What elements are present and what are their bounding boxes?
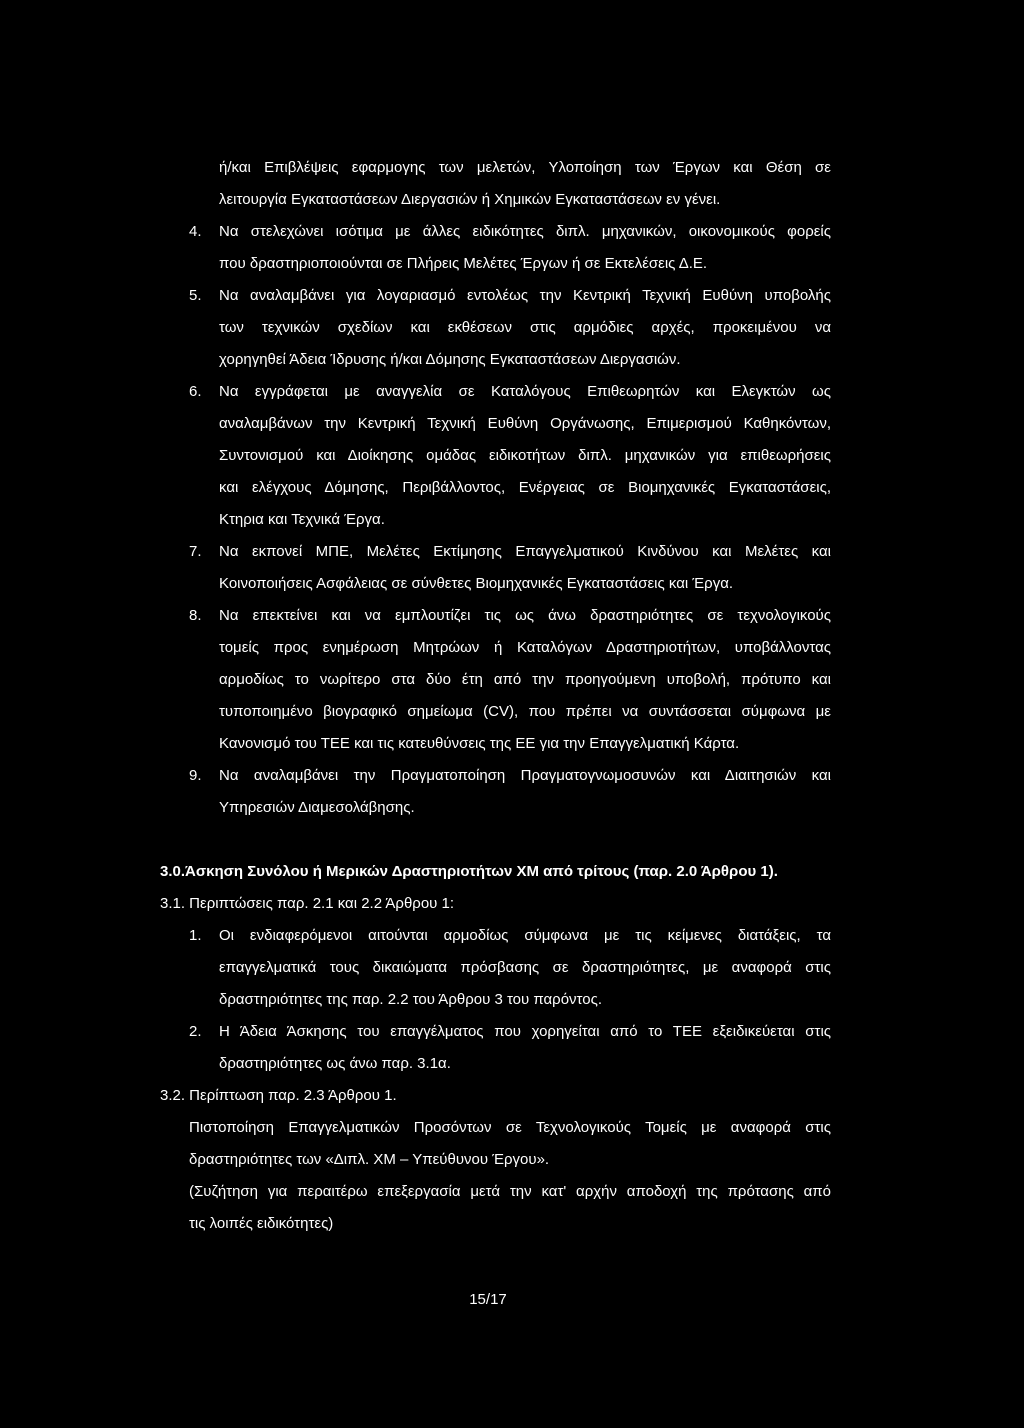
text-line: Κανονισμό του ΤΕΕ και τις κατευθύνσεις της ΕΕ για την Επαγγελματική Κάρτα. bbox=[219, 735, 740, 752]
list-number: 5. bbox=[189, 287, 202, 304]
text-line: Να αναλαμβάνει την Πραγματοποίηση Πραγματογνωμοσυνών και Διαιτησιών και bbox=[219, 767, 831, 784]
section-heading: 3.0.Άσκηση Συνόλου ή Μερικών Δραστηριοτήτων ΧΜ από τρίτους (παρ. 2.0 Άρθρου 1). bbox=[160, 863, 778, 880]
text-line: ή/και Επιβλέψεις εφαρμογης των μελετών, Υλοποίηση των Έργων και Θέση σε bbox=[219, 159, 831, 176]
list-number: 9. bbox=[189, 767, 202, 784]
text-line: και ελέγχους Δόμησης, Περιβάλλοντος, Ενέργειας σε Βιομηχανικές Εγκαταστάσεις, bbox=[219, 479, 831, 496]
text-line: Οι ενδιαφερόμενοι αιτούνται αρμοδίως σύμφωνα με τις κείμενες διατάξεις, τα bbox=[219, 927, 831, 944]
text-line: λειτουργία Εγκαταστάσεων Διεργασιών ή Χημικών Εγκαταστάσεων εν γένει. bbox=[219, 191, 721, 208]
text-line: Να στελεχώνει ισότιμα με άλλες ειδικότητες διπλ. μηχανικών, οικονομικούς φορείς bbox=[219, 223, 831, 240]
list-number: 6. bbox=[189, 383, 202, 400]
text-line: τομείς προς ενημέρωση Μητρώων ή Καταλόγων Δραστηριοτήτων, υποβάλλοντας bbox=[219, 639, 831, 656]
text-line: χορηγηθεί Άδεια Ίδρυσης ή/και Δόμησης Εγκαταστάσεων Διεργασιών. bbox=[219, 351, 681, 368]
text-line: των τεχνικών σχεδίων και εκθέσεων στις αρμόδιες αρχές, προκειμένου να bbox=[219, 319, 831, 336]
list-number: 2. bbox=[189, 1023, 202, 1040]
text-line: Να αναλαμβάνει για λογαριασμό εντολέως την Κεντρική Τεχνική Ευθύνη υποβολής bbox=[219, 287, 831, 304]
text-line: επαγγελματικά τους δικαιώματα πρόσβασης σε δραστηριότητες, με αναφορά στις bbox=[219, 959, 831, 976]
page-number: 15/17 bbox=[469, 1291, 507, 1308]
text-line: Συντονισμού και Διοίκησης ομάδας ειδικοτήτων διπλ. μηχανικών για επιθεωρήσεις bbox=[219, 447, 831, 464]
text-line: τυποποιημένο βιογραφικό σημείωμα (CV), που πρέπει να συντάσσεται σύμφωνα με bbox=[219, 703, 831, 720]
text-line: αναλαμβάνων την Κεντρική Τεχνική Ευθύνη Οργάνωσης, Επιμερισμού Καθηκόντων, bbox=[219, 415, 831, 432]
text-line: Η Άδεια Άσκησης του επαγγέλματος που χορηγείται από το ΤΕΕ εξειδικεύεται στις bbox=[219, 1023, 831, 1040]
text-line: Πιστοποίηση Επαγγελματικών Προσόντων σε Τεχνολογικούς Τομείς με αναφορά στις bbox=[189, 1119, 831, 1136]
text-line: δραστηριότητες της παρ. 2.2 του Άρθρου 3 του παρόντος. bbox=[219, 991, 603, 1008]
text-line: που δραστηριοποιούνται σε Πλήρεις Μελέτες Έργων ή σε Εκτελέσεις Δ.Ε. bbox=[219, 255, 708, 272]
text-line: Κτηρια και Τεχνικά Έργα. bbox=[219, 511, 385, 528]
text-line: (Συζήτηση για περαιτέρω επεξεργασία μετά την κατ' αρχήν αποδοχή της πρότασης από bbox=[189, 1183, 831, 1200]
list-number: 8. bbox=[189, 607, 202, 624]
text-line: Να εγγράφεται με αναγγελία σε Καταλόγους Επιθεωρητών και Ελεγκτών ως bbox=[219, 383, 831, 400]
text-line: δραστηριότητες ως άνω παρ. 3.1α. bbox=[219, 1055, 451, 1072]
text-line: Να εκπονεί ΜΠΕ, Μελέτες Εκτίμησης Επαγγελματικού Κινδύνου και Μελέτες και bbox=[219, 543, 831, 560]
list-number: 4. bbox=[189, 223, 202, 240]
text-line: αρμοδίως το νωρίτερο στα δύο έτη από την προηγούμενη υποβολή, πρότυπο και bbox=[219, 671, 831, 688]
list-number: 1. bbox=[189, 927, 202, 944]
subsection-heading: 3.1. Περιπτώσεις παρ. 2.1 και 2.2 Άρθρου 1: bbox=[160, 895, 455, 912]
text-line: Να επεκτείνει και να εμπλουτίζει τις ως άνω δραστηριότητες σε τεχνολογικούς bbox=[219, 607, 831, 624]
text-line: τις λοιπές ειδικότητες) bbox=[189, 1215, 334, 1232]
text-line: Κοινοποιήσεις Ασφάλειας σε σύνθετες Βιομηχανικές Εγκαταστάσεις και Έργα. bbox=[219, 575, 734, 592]
subsection-heading: 3.2. Περίπτωση παρ. 2.3 Άρθρου 1. bbox=[160, 1087, 397, 1104]
list-number: 7. bbox=[189, 543, 202, 560]
text-line: Υπηρεσιών Διαμεσολάβησης. bbox=[219, 799, 415, 816]
text-line: δραστηριότητες των «Διπλ. ΧΜ – Υπεύθυνου Έργου». bbox=[189, 1151, 550, 1168]
